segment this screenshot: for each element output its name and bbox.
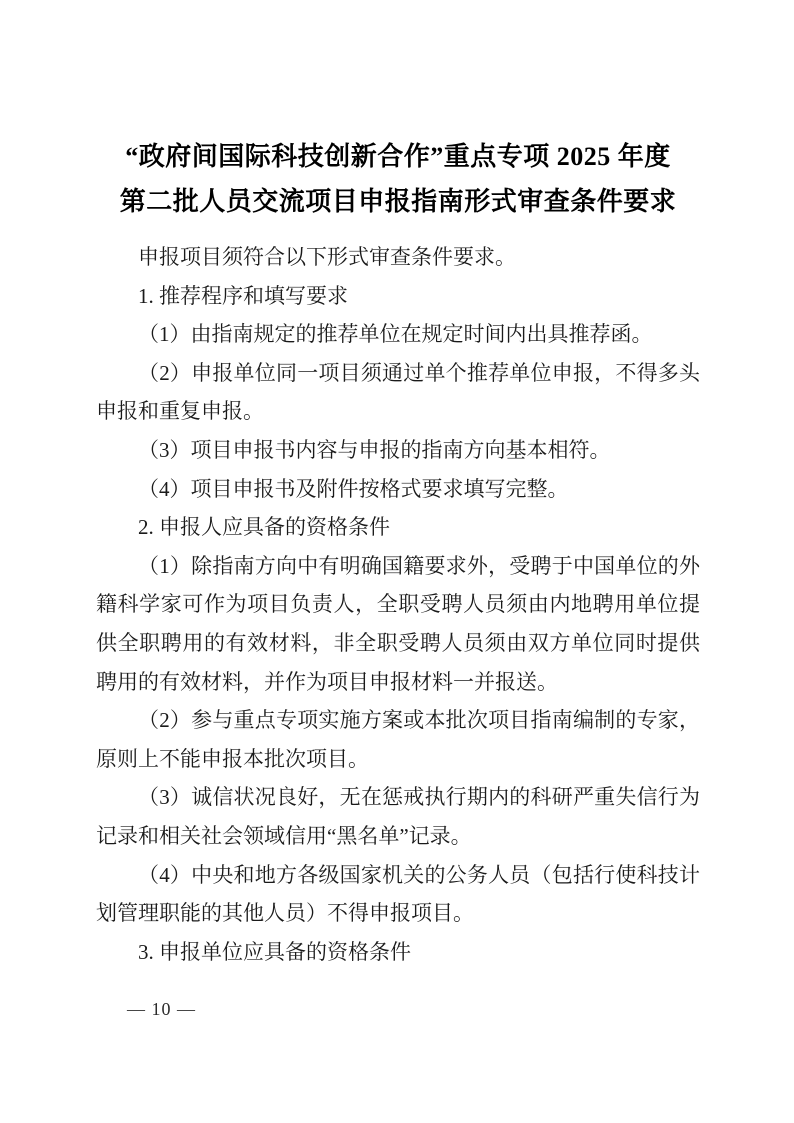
paragraph: （4）中央和地方各级国家机关的公务人员（包括行使科技计划管理职能的其他人员）不得申报项目。 bbox=[96, 862, 700, 926]
paragraph: （2）申报单位同一项目须通过单个推荐单位申报，不得多头申报和重复申报。 bbox=[96, 360, 700, 424]
paragraph: （2）参与重点专项实施方案或本批次项目指南编制的专家，原则上不能申报本批次项目。 bbox=[96, 708, 700, 771]
paragraph: （4）项目申报书及附件按格式要求填写完整。 bbox=[138, 476, 569, 501]
title-line-2: 第二批人员交流项目申报指南形式审查条件要求 bbox=[119, 187, 677, 216]
paragraph: 2. 申报人应具备的资格条件 bbox=[138, 515, 390, 540]
title-line-1: “政府间国际科技创新合作”重点专项 2025 年度 bbox=[125, 142, 671, 171]
paragraph: （1）由指南规定的推荐单位在规定时间内出具推荐函。 bbox=[138, 322, 653, 347]
document-title bbox=[96, 134, 700, 224]
paragraph: （3）诚信状况良好，无在惩戒执行期内的科研严重失信行为记录和相关社会领域信用“黑名单”记录。 bbox=[96, 785, 700, 848]
paragraph: （3）项目申报书内容与申报的指南方向基本相符。 bbox=[138, 437, 611, 462]
paragraph: 1. 推荐程序和填写要求 bbox=[138, 283, 348, 308]
paragraph: （1）除指南方向中有明确国籍要求外，受聘于中国单位的外籍科学家可作为项目负责人，全职受聘人员须由内地聘用单位提供全职聘用的有效材料，非全职受聘人员须由双方单位同时提供聘用的有效材料，并作为项目申报材料一并报送。 bbox=[96, 553, 700, 694]
paragraph: 申报项目须符合以下形式审查条件要求。 bbox=[138, 245, 516, 269]
paragraph: 3. 申报单位应具备的资格条件 bbox=[138, 939, 411, 964]
page-number: — 10 — bbox=[127, 999, 196, 1019]
document-body bbox=[96, 238, 700, 971]
